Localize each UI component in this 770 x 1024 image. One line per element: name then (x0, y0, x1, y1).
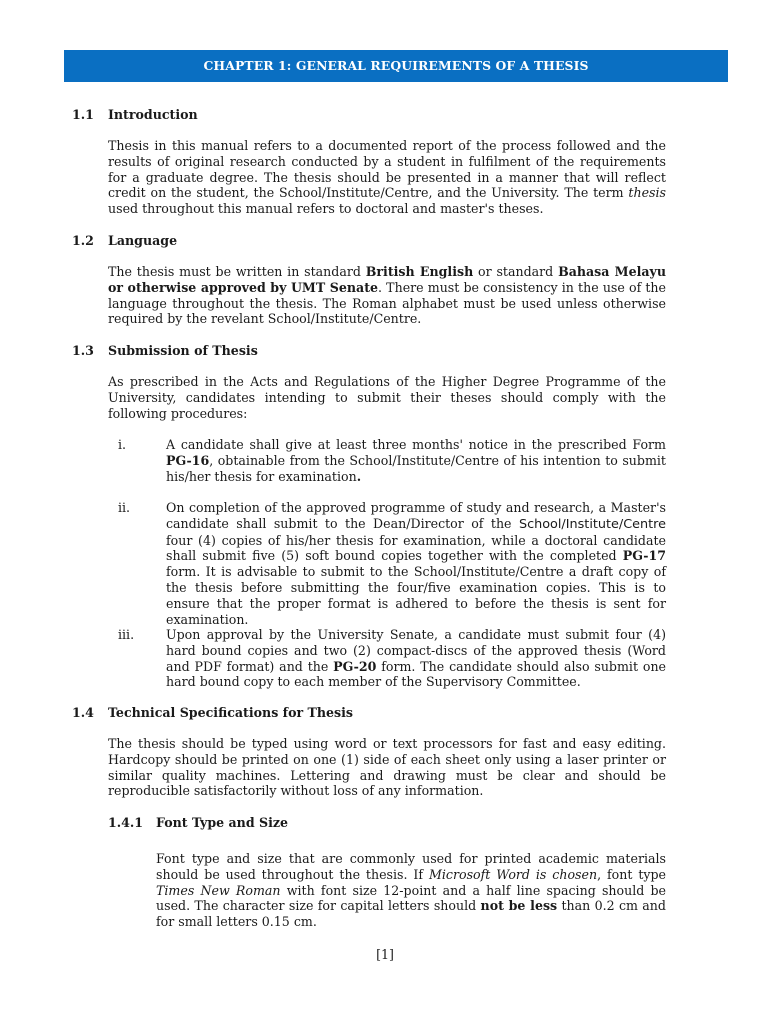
section-number: 1.1 (72, 107, 94, 122)
list-item-text (166, 500, 666, 627)
text-run-bold: British English (365, 264, 474, 279)
text-run: four (4) copies of his/her thesis for examination, while a doctoral candidate shall submit five (5) soft bound copies together with the completed (166, 532, 666, 564)
language-paragraph (108, 264, 666, 327)
text-run: form. The candidate should also submit one hard bound copy to each member of the Supervisory Committee. (166, 658, 667, 690)
text-run: with font size 12-point and a half line spacing should be used. The character size for capital letters should (156, 882, 667, 914)
chapter-title: CHAPTER 1: GENERAL REQUIREMENTS OF A THESIS (203, 58, 589, 74)
list-item-text (166, 437, 666, 484)
text-run-italic: Microsoft Word is chosen (428, 866, 598, 882)
list-marker: i. (118, 437, 127, 452)
list-item-text (166, 627, 666, 690)
text-run-sans: School/Institute/Centre (518, 516, 666, 532)
text-run: or standard (473, 264, 559, 279)
text-run: On completion of the approved programme of study and research, a Master's candidate shall submit to the Dean/Director of the (166, 500, 666, 531)
section-title: Language (108, 233, 178, 248)
text-run: , font type (597, 866, 667, 882)
text-run-italic: thesis (628, 185, 666, 201)
technical-paragraph: The thesis should be typed using word or text processors for fast and easy editing. Hardcopy should be printed on one (1) side of each sheet only using a laser printer or similar quality machines. Lettering and drawing must be clear and should be reproducible satisfactorily without loss of any information. (108, 736, 666, 799)
text-run: Font type and size that are commonly used for printed academic materials should be used throughout the thesis. If (156, 851, 666, 882)
list-marker: ii. (118, 500, 131, 515)
submission-intro: As prescribed in the Acts and Regulations of the Higher Degree Programme of the University, candidates intending to submit their theses should comply with the following procedures: (108, 374, 666, 421)
section-number: 1.3 (72, 343, 94, 358)
list-marker: iii. (118, 627, 135, 642)
subsection-number: 1.4.1 (108, 815, 144, 830)
text-run: used throughout this manual refers to doctoral and master's theses. (108, 201, 544, 217)
introduction-paragraph (108, 138, 666, 217)
text-run-italic: Times New Roman (156, 882, 281, 898)
text-run: The thesis must be written in standard (108, 264, 366, 279)
section-title: Introduction (108, 107, 198, 122)
text-run-bold: PG-16 (166, 452, 210, 468)
text-run-bold: Bahasa Melayu or otherwise approved by UMT Senate (108, 264, 666, 295)
chapter-banner (64, 50, 728, 82)
text-run-bold: PG-20 (333, 658, 377, 674)
text-run: than 0.2 cm and for small letters 0.15 cm. (156, 898, 666, 930)
text-run: Upon approval by the University Senate, a candidate must submit four (4) hard bound copies and two (2) compact-discs of the approved thesis (Word and PDF format) and the (166, 627, 666, 674)
text-run-bold: PG-17 (622, 548, 666, 564)
text-run-bold: not be less (480, 898, 558, 914)
font-paragraph (156, 851, 666, 930)
text-run: Thesis in this manual refers to a documented report of the process followed and the results of original research conducted by a student in fulfilment of the requirements for a graduate degree. The thesis should be presented in a manner that will reflect credit on the student, the School/Institute/Centre, and the University. The term (108, 138, 666, 201)
text-run-bold: . (356, 468, 362, 484)
text-run: , obtainable from the School/Institute/Centre of his intention to submit his/her thesis for examination (166, 452, 666, 484)
section-title: Submission of Thesis (108, 343, 258, 358)
text-run: A candidate shall give at least three months' notice in the prescribed Form (166, 437, 666, 452)
text-run: . There must be consistency in the use of the language throughout the thesis. The Roman alphabet must be used unless otherwise required by the revelant School/Institute/Centre. (108, 279, 666, 327)
section-number: 1.2 (72, 233, 94, 248)
subsection-title: Font Type and Size (156, 815, 289, 830)
section-title: Technical Specifications for Thesis (108, 705, 354, 720)
section-number: 1.4 (72, 705, 94, 720)
text-run: form. It is advisable to submit to the School/Institute/Centre a draft copy of the thesis before submitting the four/five examination copies. This is to ensure that the proper format is adhered to before the thesis is sent for examination. (166, 564, 666, 627)
page-number: [1] (376, 947, 394, 962)
